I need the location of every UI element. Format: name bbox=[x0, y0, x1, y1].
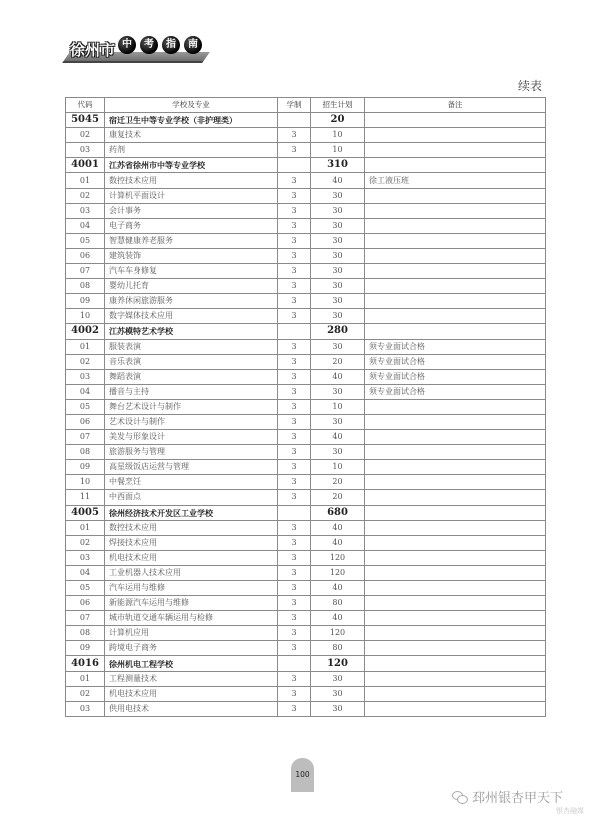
major-row bbox=[66, 460, 546, 475]
cell-code: 01 bbox=[66, 520, 105, 535]
cell-code: 09 bbox=[66, 641, 105, 656]
major-row bbox=[66, 414, 546, 429]
cell-years: 3 bbox=[278, 339, 311, 354]
cell-years: 3 bbox=[278, 309, 311, 324]
cell-code: 01 bbox=[66, 671, 105, 686]
major-row bbox=[66, 701, 546, 716]
cell-years: 3 bbox=[278, 218, 311, 233]
cell-years: 3 bbox=[278, 641, 311, 656]
cell-code: 07 bbox=[66, 611, 105, 626]
cell-name: 汽车车身修复 bbox=[105, 264, 278, 279]
major-row bbox=[66, 445, 546, 460]
cell-name: 数控技术应用 bbox=[105, 173, 278, 188]
cell-years: 3 bbox=[278, 384, 311, 399]
page-number: 100 bbox=[295, 770, 310, 779]
cell-note bbox=[365, 581, 546, 596]
cell-code: 02 bbox=[66, 188, 105, 203]
cell-plan: 30 bbox=[311, 279, 365, 294]
cell-note bbox=[365, 158, 546, 173]
cell-years bbox=[278, 505, 311, 520]
cell-years: 3 bbox=[278, 173, 311, 188]
cell-name: 供用电技术 bbox=[105, 701, 278, 716]
cell-plan: 20 bbox=[311, 113, 365, 128]
cell-note: 须专业面试合格 bbox=[365, 384, 546, 399]
logo-ball-3: 指 bbox=[162, 36, 180, 54]
major-row bbox=[66, 294, 546, 309]
column-header-note: 备注 bbox=[365, 98, 546, 113]
cell-name: 机电技术应用 bbox=[105, 686, 278, 701]
major-row bbox=[66, 143, 546, 158]
cell-plan: 30 bbox=[311, 686, 365, 701]
cell-plan: 30 bbox=[311, 264, 365, 279]
cell-plan: 40 bbox=[311, 173, 365, 188]
enrollment-plan-table bbox=[65, 97, 546, 717]
major-row bbox=[66, 475, 546, 490]
cell-note bbox=[365, 113, 546, 128]
major-row bbox=[66, 309, 546, 324]
cell-plan: 20 bbox=[311, 475, 365, 490]
major-row bbox=[66, 399, 546, 414]
cell-plan: 40 bbox=[311, 535, 365, 550]
cell-note bbox=[365, 626, 546, 641]
cell-name: 智慧健康养老服务 bbox=[105, 233, 278, 248]
cell-name: 城市轨道交通车辆运用与检修 bbox=[105, 611, 278, 626]
cell-name: 音乐表演 bbox=[105, 354, 278, 369]
cell-plan: 30 bbox=[311, 188, 365, 203]
major-row bbox=[66, 430, 546, 445]
cell-plan: 30 bbox=[311, 203, 365, 218]
cell-note bbox=[365, 143, 546, 158]
cell-years: 3 bbox=[278, 445, 311, 460]
cell-code: 06 bbox=[66, 596, 105, 611]
cell-name: 工程测量技术 bbox=[105, 671, 278, 686]
cell-years bbox=[278, 113, 311, 128]
cell-note bbox=[365, 324, 546, 339]
cell-name: 计算机平面设计 bbox=[105, 188, 278, 203]
major-row bbox=[66, 384, 546, 399]
cell-note bbox=[365, 264, 546, 279]
cell-years: 3 bbox=[278, 596, 311, 611]
cell-plan: 40 bbox=[311, 581, 365, 596]
cell-code: 10 bbox=[66, 475, 105, 490]
cell-code: 06 bbox=[66, 248, 105, 263]
cell-plan: 10 bbox=[311, 128, 365, 143]
cell-plan: 30 bbox=[311, 671, 365, 686]
major-row bbox=[66, 173, 546, 188]
cell-years: 3 bbox=[278, 430, 311, 445]
cell-years: 3 bbox=[278, 686, 311, 701]
cell-name: 舞台艺术设计与制作 bbox=[105, 399, 278, 414]
cell-note: 须专业面试合格 bbox=[365, 354, 546, 369]
cell-years: 3 bbox=[278, 203, 311, 218]
cell-years: 3 bbox=[278, 475, 311, 490]
cell-note bbox=[365, 535, 546, 550]
cell-code: 03 bbox=[66, 369, 105, 384]
cell-code: 03 bbox=[66, 203, 105, 218]
cell-years: 3 bbox=[278, 248, 311, 263]
cell-plan: 30 bbox=[311, 445, 365, 460]
cell-name: 服装表演 bbox=[105, 339, 278, 354]
cell-years: 3 bbox=[278, 701, 311, 716]
cell-name: 播音与主持 bbox=[105, 384, 278, 399]
cell-name: 机电技术应用 bbox=[105, 550, 278, 565]
major-row bbox=[66, 686, 546, 701]
cell-code: 02 bbox=[66, 128, 105, 143]
cell-name: 宿迁卫生中等专业学校（非护理类） bbox=[105, 113, 278, 128]
cell-years: 3 bbox=[278, 460, 311, 475]
cell-code: 03 bbox=[66, 550, 105, 565]
cell-plan: 30 bbox=[311, 294, 365, 309]
cell-plan: 120 bbox=[311, 550, 365, 565]
watermark-subtext: 银杏融媒 bbox=[556, 807, 584, 815]
cell-code: 4002 bbox=[66, 324, 105, 339]
cell-name: 中西面点 bbox=[105, 490, 278, 505]
school-row bbox=[66, 158, 546, 173]
cell-name: 计算机应用 bbox=[105, 626, 278, 641]
cell-code: 02 bbox=[66, 354, 105, 369]
cell-note bbox=[365, 430, 546, 445]
major-row bbox=[66, 611, 546, 626]
cell-code: 4001 bbox=[66, 158, 105, 173]
cell-code: 03 bbox=[66, 701, 105, 716]
cell-code: 4005 bbox=[66, 505, 105, 520]
major-row bbox=[66, 203, 546, 218]
cell-years bbox=[278, 158, 311, 173]
cell-code: 09 bbox=[66, 460, 105, 475]
cell-years: 3 bbox=[278, 414, 311, 429]
cell-note bbox=[365, 128, 546, 143]
cell-note bbox=[365, 550, 546, 565]
cell-years bbox=[278, 324, 311, 339]
cell-years: 3 bbox=[278, 490, 311, 505]
cell-name: 数控技术应用 bbox=[105, 520, 278, 535]
page-number-tab bbox=[291, 758, 314, 792]
major-row bbox=[66, 565, 546, 580]
cell-plan: 30 bbox=[311, 248, 365, 263]
cell-note bbox=[365, 611, 546, 626]
cell-years: 3 bbox=[278, 128, 311, 143]
cell-note bbox=[365, 475, 546, 490]
cell-name: 康复技术 bbox=[105, 128, 278, 143]
major-row bbox=[66, 641, 546, 656]
cell-name: 艺术设计与制作 bbox=[105, 414, 278, 429]
cell-plan: 30 bbox=[311, 701, 365, 716]
column-header-years: 学制 bbox=[278, 98, 311, 113]
cell-name: 电子商务 bbox=[105, 218, 278, 233]
cell-code: 05 bbox=[66, 581, 105, 596]
cell-plan: 30 bbox=[311, 414, 365, 429]
major-row bbox=[66, 490, 546, 505]
cell-note bbox=[365, 188, 546, 203]
cell-plan: 280 bbox=[311, 324, 365, 339]
logo-ball-1: 中 bbox=[118, 36, 136, 54]
cell-plan: 40 bbox=[311, 430, 365, 445]
cell-name: 会计事务 bbox=[105, 203, 278, 218]
cell-note bbox=[365, 641, 546, 656]
cell-code: 03 bbox=[66, 143, 105, 158]
cell-plan: 10 bbox=[311, 460, 365, 475]
cell-code: 02 bbox=[66, 535, 105, 550]
cell-note bbox=[365, 294, 546, 309]
cell-plan: 80 bbox=[311, 596, 365, 611]
wechat-icon bbox=[452, 791, 468, 803]
cell-plan: 10 bbox=[311, 399, 365, 414]
cell-note: 须专业面试合格 bbox=[365, 339, 546, 354]
cell-code: 08 bbox=[66, 626, 105, 641]
cell-name: 数字媒体技术应用 bbox=[105, 309, 278, 324]
cell-plan: 20 bbox=[311, 354, 365, 369]
cell-plan: 30 bbox=[311, 339, 365, 354]
cell-code: 02 bbox=[66, 686, 105, 701]
cell-name: 高星级饭店运营与管理 bbox=[105, 460, 278, 475]
cell-years: 3 bbox=[278, 369, 311, 384]
major-row bbox=[66, 233, 546, 248]
cell-plan: 10 bbox=[311, 143, 365, 158]
cell-years: 3 bbox=[278, 279, 311, 294]
cell-years: 3 bbox=[278, 520, 311, 535]
cell-years: 3 bbox=[278, 354, 311, 369]
cell-name: 婴幼儿托育 bbox=[105, 279, 278, 294]
cell-plan: 30 bbox=[311, 384, 365, 399]
major-row bbox=[66, 128, 546, 143]
cell-code: 08 bbox=[66, 279, 105, 294]
cell-years: 3 bbox=[278, 671, 311, 686]
major-row bbox=[66, 535, 546, 550]
logo-ball-4: 南 bbox=[184, 36, 202, 54]
school-row bbox=[66, 324, 546, 339]
cell-years: 3 bbox=[278, 535, 311, 550]
cell-name: 徐州经济技术开发区工业学校 bbox=[105, 505, 278, 520]
cell-note bbox=[365, 490, 546, 505]
cell-plan: 80 bbox=[311, 641, 365, 656]
table-header-row bbox=[66, 98, 546, 113]
cell-plan: 40 bbox=[311, 369, 365, 384]
major-row bbox=[66, 626, 546, 641]
cell-name: 新能源汽车运用与维修 bbox=[105, 596, 278, 611]
cell-note bbox=[365, 520, 546, 535]
major-row bbox=[66, 369, 546, 384]
cell-name: 跨境电子商务 bbox=[105, 641, 278, 656]
cell-code: 4016 bbox=[66, 656, 105, 671]
cell-note bbox=[365, 248, 546, 263]
logo-city-text: 徐州市 bbox=[70, 41, 116, 59]
cell-note bbox=[365, 565, 546, 580]
cell-code: 04 bbox=[66, 218, 105, 233]
cell-plan: 120 bbox=[311, 656, 365, 671]
cell-name: 汽车运用与维修 bbox=[105, 581, 278, 596]
cell-years: 3 bbox=[278, 550, 311, 565]
cell-name: 中餐烹饪 bbox=[105, 475, 278, 490]
watermark bbox=[452, 787, 563, 806]
column-header-plan: 招生计划 bbox=[311, 98, 365, 113]
cell-years: 3 bbox=[278, 294, 311, 309]
school-row bbox=[66, 656, 546, 671]
major-row bbox=[66, 279, 546, 294]
watermark-text: 邳州银杏甲天下 bbox=[472, 791, 564, 806]
cell-code: 07 bbox=[66, 264, 105, 279]
cell-name: 康养休闲旅游服务 bbox=[105, 294, 278, 309]
cell-name: 建筑装饰 bbox=[105, 248, 278, 263]
major-row bbox=[66, 218, 546, 233]
cell-plan: 30 bbox=[311, 218, 365, 233]
major-row bbox=[66, 520, 546, 535]
cell-name: 焊接技术应用 bbox=[105, 535, 278, 550]
cell-years: 3 bbox=[278, 581, 311, 596]
cell-code: 07 bbox=[66, 430, 105, 445]
book-logo bbox=[64, 34, 214, 64]
cell-note bbox=[365, 686, 546, 701]
cell-note bbox=[365, 203, 546, 218]
cell-note bbox=[365, 701, 546, 716]
school-row bbox=[66, 505, 546, 520]
cell-note bbox=[365, 671, 546, 686]
cell-plan: 30 bbox=[311, 233, 365, 248]
major-row bbox=[66, 671, 546, 686]
cell-code: 04 bbox=[66, 384, 105, 399]
cell-code: 01 bbox=[66, 173, 105, 188]
cell-note: 须专业面试合格 bbox=[365, 369, 546, 384]
cell-note bbox=[365, 218, 546, 233]
cell-note bbox=[365, 596, 546, 611]
major-row bbox=[66, 188, 546, 203]
cell-years bbox=[278, 656, 311, 671]
cell-code: 06 bbox=[66, 414, 105, 429]
major-row bbox=[66, 248, 546, 263]
cell-name: 旅游服务与管理 bbox=[105, 445, 278, 460]
cell-note bbox=[365, 656, 546, 671]
cell-name: 舞蹈表演 bbox=[105, 369, 278, 384]
cell-code: 09 bbox=[66, 294, 105, 309]
cell-note bbox=[365, 460, 546, 475]
cell-code: 5045 bbox=[66, 113, 105, 128]
cell-note bbox=[365, 233, 546, 248]
cell-plan: 40 bbox=[311, 611, 365, 626]
major-row bbox=[66, 354, 546, 369]
cell-years: 3 bbox=[278, 264, 311, 279]
cell-name: 徐州机电工程学校 bbox=[105, 656, 278, 671]
logo-ball-2: 考 bbox=[140, 36, 158, 54]
cell-plan: 680 bbox=[311, 505, 365, 520]
cell-note bbox=[365, 414, 546, 429]
major-row bbox=[66, 339, 546, 354]
cell-years: 3 bbox=[278, 188, 311, 203]
column-header-school-major: 学校及专业 bbox=[105, 98, 278, 113]
cell-years: 3 bbox=[278, 233, 311, 248]
cell-code: 08 bbox=[66, 445, 105, 460]
cell-name: 江苏省徐州市中等专业学校 bbox=[105, 158, 278, 173]
major-row bbox=[66, 596, 546, 611]
cell-note bbox=[365, 445, 546, 460]
cell-plan: 40 bbox=[311, 520, 365, 535]
cell-code: 05 bbox=[66, 399, 105, 414]
cell-name: 药剂 bbox=[105, 143, 278, 158]
cell-name: 美发与形象设计 bbox=[105, 430, 278, 445]
cell-years: 3 bbox=[278, 626, 311, 641]
cell-note: 徐工液压班 bbox=[365, 173, 546, 188]
continued-table-label: 续表 bbox=[518, 79, 543, 93]
cell-code: 11 bbox=[66, 490, 105, 505]
cell-note bbox=[365, 505, 546, 520]
cell-name: 江苏模特艺术学校 bbox=[105, 324, 278, 339]
cell-code: 10 bbox=[66, 309, 105, 324]
cell-code: 01 bbox=[66, 339, 105, 354]
cell-name: 工业机器人技术应用 bbox=[105, 565, 278, 580]
major-row bbox=[66, 550, 546, 565]
cell-note bbox=[365, 279, 546, 294]
column-header-code: 代码 bbox=[66, 98, 105, 113]
cell-plan: 120 bbox=[311, 626, 365, 641]
cell-years: 3 bbox=[278, 143, 311, 158]
cell-plan: 310 bbox=[311, 158, 365, 173]
major-row bbox=[66, 264, 546, 279]
cell-note bbox=[365, 399, 546, 414]
cell-plan: 120 bbox=[311, 565, 365, 580]
school-row bbox=[66, 113, 546, 128]
major-row bbox=[66, 581, 546, 596]
cell-years: 3 bbox=[278, 399, 311, 414]
cell-note bbox=[365, 309, 546, 324]
cell-plan: 30 bbox=[311, 309, 365, 324]
cell-plan: 20 bbox=[311, 490, 365, 505]
cell-years: 3 bbox=[278, 565, 311, 580]
table-body bbox=[66, 113, 546, 717]
cell-code: 04 bbox=[66, 565, 105, 580]
cell-code: 05 bbox=[66, 233, 105, 248]
cell-years: 3 bbox=[278, 611, 311, 626]
